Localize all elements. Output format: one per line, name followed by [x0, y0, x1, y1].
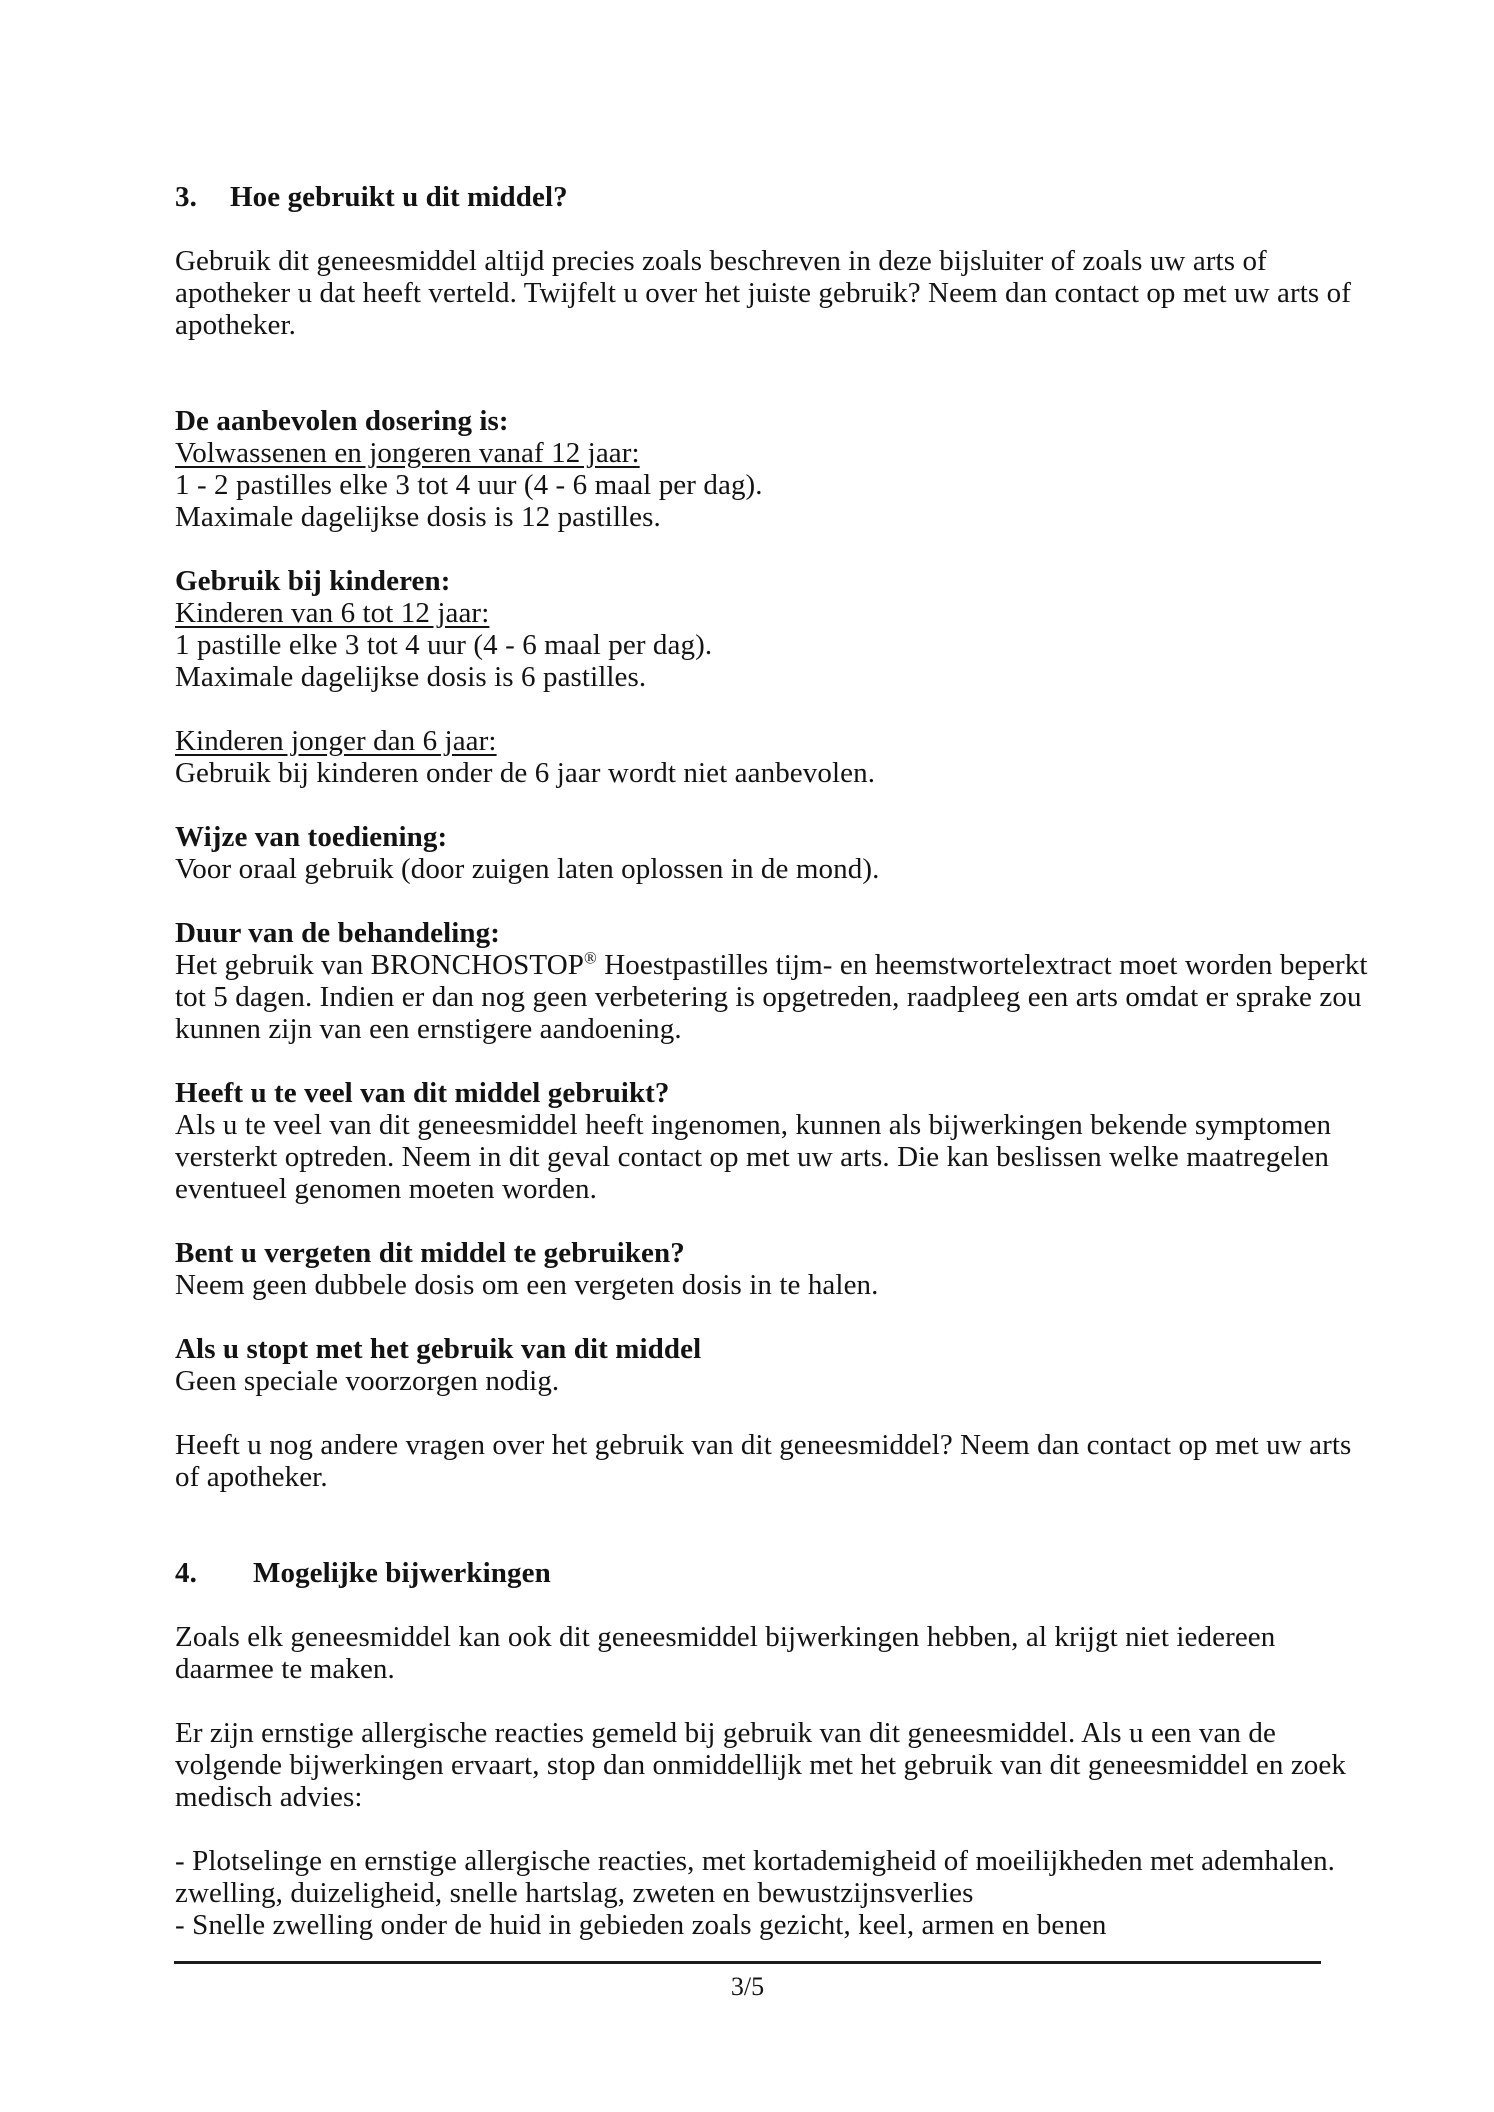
- blank-line: [175, 1813, 1335, 1845]
- text-line: [175, 1653, 1335, 1685]
- text-segment: 1 - 2 pastilles elke 3 tot 4 uur (4 - 6 maal per dag).: [175, 469, 763, 501]
- text-line: [175, 661, 1335, 693]
- text-line: [175, 821, 1335, 853]
- text-segment: Gebruik dit geneesmiddel altijd precies zoals beschreven in deze bijsluiter of zoals uw arts of: [175, 245, 1267, 277]
- text-line: [175, 1461, 1335, 1493]
- text-segment: Zoals elk geneesmiddel kan ook dit geneesmiddel bijwerkingen hebben, al krijgt niet iedereen: [175, 1621, 1276, 1653]
- text-line: [175, 1909, 1335, 1941]
- text-line: [175, 1877, 1335, 1909]
- blank-line: [175, 213, 1335, 245]
- blank-line: [175, 1525, 1335, 1557]
- blank-line: [175, 1205, 1335, 1237]
- text-line: [175, 1365, 1335, 1397]
- text-segment: Gebruik bij kinderen:: [175, 565, 451, 597]
- text-line: [175, 309, 1335, 341]
- text-line: [175, 1013, 1335, 1045]
- text-segment: apotheker u dat heeft verteld. Twijfelt u over het juiste gebruik? Neem dan contact op met uw arts of: [175, 277, 1351, 309]
- text-line: [175, 629, 1335, 661]
- text-line: [175, 853, 1335, 885]
- blank-line: [175, 341, 1335, 373]
- text-line: [175, 405, 1335, 437]
- text-segment: De aanbevolen dosering is:: [175, 405, 509, 437]
- text-line: [175, 565, 1335, 597]
- text-segment: Als u stopt met het gebruik van dit middel: [175, 1333, 702, 1365]
- text-segment: versterkt optreden. Neem in dit geval contact op met uw arts. Die kan beslissen welke maatregelen: [175, 1141, 1329, 1173]
- footer-divider: [174, 1961, 1321, 1964]
- text-segment: Geen speciale voorzorgen nodig.: [175, 1365, 560, 1397]
- text-segment: Heeft u te veel van dit middel gebruikt?: [175, 1077, 670, 1109]
- text-segment: of apotheker.: [175, 1461, 328, 1493]
- blank-line: [175, 789, 1335, 821]
- text-segment: Neem geen dubbele dosis om een vergeten dosis in te halen.: [175, 1269, 879, 1301]
- text-segment: Volwassenen en jongeren vanaf 12 jaar:: [175, 437, 640, 469]
- text-segment: Bent u vergeten dit middel te gebruiken?: [175, 1237, 685, 1269]
- text-segment: Er zijn ernstige allergische reacties gemeld bij gebruik van dit geneesmiddel. Als u een van de: [175, 1717, 1276, 1749]
- text-line: [175, 469, 1335, 501]
- text-line: [175, 757, 1335, 789]
- text-line: [175, 1109, 1335, 1141]
- blank-line: [175, 1045, 1335, 1077]
- text-line: [175, 1749, 1346, 1781]
- section-number: 3.: [175, 181, 197, 213]
- text-segment: - Plotselinge en ernstige allergische reacties, met kortademigheid of moeilijkheden met ademhalen.: [175, 1845, 1336, 1877]
- text-segment: Duur van de behandeling:: [175, 917, 500, 949]
- blank-line: [175, 1397, 1335, 1429]
- text-segment: Kinderen jonger dan 6 jaar:: [175, 725, 497, 757]
- text-segment: kunnen zijn van een ernstigere aandoening.: [175, 1013, 682, 1045]
- text-segment: tot 5 dagen. Indien er dan nog geen verbetering is opgetreden, raadpleeg een arts omdat er sprake zou: [175, 981, 1362, 1013]
- text-segment: daarmee te maken.: [175, 1653, 395, 1685]
- section-3-heading: [175, 181, 1335, 213]
- blank-line: [175, 1589, 1335, 1621]
- text-segment: Gebruik bij kinderen onder de 6 jaar wordt niet aanbevolen.: [175, 757, 876, 789]
- text-line: [175, 1173, 1335, 1205]
- text-line: [175, 917, 1335, 949]
- text-line: [175, 1845, 1335, 1877]
- document-lines: [175, 181, 1368, 1941]
- text-line: [175, 981, 1362, 1013]
- text-line: [175, 597, 1335, 629]
- blank-line: [175, 1493, 1335, 1525]
- text-segment: 1 pastille elke 3 tot 4 uur (4 - 6 maal per dag).: [175, 629, 713, 661]
- text-segment: Kinderen van 6 tot 12 jaar:: [175, 597, 490, 629]
- text-line: [175, 437, 1335, 469]
- text-line: [175, 1237, 1335, 1269]
- text-line: [175, 1333, 1335, 1365]
- blank-line: [175, 373, 1335, 405]
- text-segment: Voor oraal gebruik (door zuigen laten oplossen in de mond).: [175, 853, 880, 885]
- text-line: [175, 948, 1368, 981]
- text-line: [175, 1429, 1352, 1461]
- text-line: [175, 277, 1351, 309]
- blank-line: [175, 885, 1335, 917]
- text-line: [175, 1269, 1335, 1301]
- text-segment: zwelling, duizeligheid, snelle hartslag, zweten en bewustzijnsverlies: [175, 1877, 974, 1909]
- text-segment: Maximale dagelijkse dosis is 12 pastilles.: [175, 501, 661, 533]
- section-title: Mogelijke bijwerkingen: [253, 1557, 551, 1589]
- section-number: 4.: [175, 1557, 197, 1589]
- text-segment: eventueel genomen moeten worden.: [175, 1173, 597, 1205]
- blank-line: [175, 533, 1335, 565]
- text-segment: volgende bijwerkingen ervaart, stop dan onmiddellijk met het gebruik van dit geneesmiddel en zoek: [175, 1749, 1346, 1781]
- text-segment: apotheker.: [175, 309, 296, 341]
- text-segment: - Snelle zwelling onder de huid in gebieden zoals gezicht, keel, armen en benen: [175, 1909, 1107, 1941]
- text-line: [175, 501, 1335, 533]
- text-line: [175, 1077, 1335, 1109]
- text-line: [175, 1141, 1335, 1173]
- text-line: [175, 1717, 1335, 1749]
- text-segment: Wijze van toediening:: [175, 821, 448, 853]
- text-line: [175, 1621, 1335, 1653]
- text-line: [175, 1781, 1335, 1813]
- blank-line: [175, 1301, 1335, 1333]
- text-line: [175, 245, 1335, 277]
- section-4-heading: [175, 1557, 1335, 1589]
- text-segment: Maximale dagelijkse dosis is 6 pastilles.: [175, 661, 647, 693]
- text-segment: Als u te veel van dit geneesmiddel heeft ingenomen, kunnen als bijwerkingen bekende symptomen: [175, 1109, 1332, 1141]
- text-segment: Hoestpastilles tijm- en heemstwortelextract moet worden beperkt: [596, 949, 1368, 981]
- text-line: [175, 725, 1335, 757]
- page-number: 3/5: [730, 1972, 765, 2001]
- blank-line: [175, 693, 1335, 725]
- text-segment: Heeft u nog andere vragen over het gebruik van dit geneesmiddel? Neem dan contact op met uw arts: [175, 1429, 1352, 1461]
- text-segment: medisch advies:: [175, 1781, 363, 1813]
- blank-line: [175, 1685, 1335, 1717]
- registered-trademark-symbol: ®: [583, 948, 597, 968]
- text-segment: Het gebruik van BRONCHOSTOP: [175, 949, 584, 981]
- section-title: Hoe gebruikt u dit middel?: [230, 181, 568, 213]
